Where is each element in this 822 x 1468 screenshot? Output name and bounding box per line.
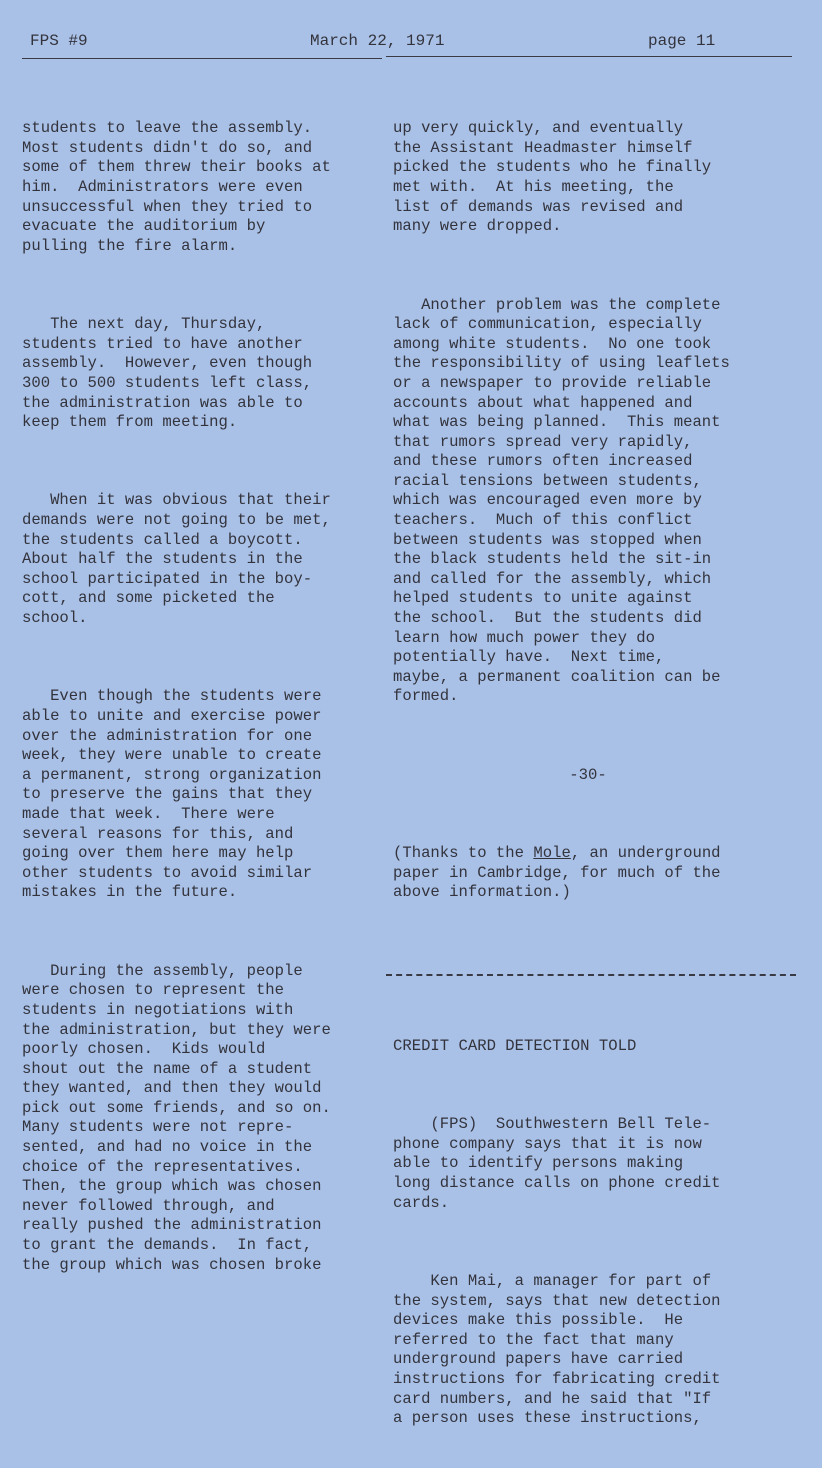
article-paragraph: Ken Mai, a manager for part of the system, says that new detection devices make this possible. He referred to the fact that many underground papers have carried instructions for fabricating credit card numbers, and he said that "If a person uses these instructions,: [393, 1272, 721, 1428]
article-paragraph: During the assembly, people were chosen to represent the students in negotiations with the administration, but they were poorly chosen. Kids would shout out the name of a student they wanted, and then they would pick out some friends, and so on. Many students were not repre- sented, and had no voice in the choice of the representatives. Then, the group which was chosen never followed through, and really pushed the administration to grant the demands. In fact, the group which was chosen broke: [22, 961, 331, 1274]
publication-issue: FPS #9: [30, 32, 88, 50]
page-number: page 11: [648, 32, 716, 50]
article-paragraph: The next day, Thursday, students tried to have another assembly. However, even though 300 to 500 students left class, the administration was able to keep them from meeting.: [22, 315, 313, 432]
article-paragraph: Another problem was the complete lack of communication, especially among white students. No one took the responsibility of using leaflets or a newspaper to provide reliable accounts about what happened and what was being planned. This meant that rumors spread very rapidly, and these rumors often increased racial tensions between students, which was encouraged even more by teachers. Much of this conflict between students was stopped when the black students held the sit-in and called for the assembly, which helped students to unite against the school. But the students did learn how much power they do potentially have. Next time, maybe, a permanent coalition can be formed.: [393, 295, 730, 706]
page-header: [0, 32, 822, 56]
header-rule-right: [386, 56, 792, 57]
article-paragraph: When it was obvious that their demands were not going to be met, the students called a boycott. About half the students in the school participated in the boy- cott, and some picketed the school.: [22, 491, 331, 628]
headline: CREDIT CARD DETECTION TOLD: [393, 1036, 637, 1055]
issue-date: March 22, 1971: [310, 32, 445, 50]
article-paragraph: (FPS) Southwestern Bell Tele- phone company says that it is now able to identify persons making long distance calls on phone credit cards.: [393, 1115, 721, 1212]
article-paragraph: up very quickly, and eventually the Assistant Headmaster himself picked the students who he finally met with. At his meeting, the list of demands was revised and many were dropped.: [393, 119, 712, 236]
header-rule-left: [22, 58, 382, 59]
credit-text: , an underground paper in Cambridge, for much of the above information.): [393, 844, 721, 902]
right-column: [393, 80, 783, 1468]
article-paragraph: students to leave the assembly. Most students didn't do so, and some of them threw their books at him. Administrators were even unsuccessful when they tried to evacuate the auditorium by pulling the fire alarm.: [22, 119, 331, 255]
credit-note: [393, 844, 783, 903]
section-divider: [386, 974, 796, 976]
paper-name: Mole: [533, 844, 571, 863]
credit-text: (Thanks to the: [393, 844, 534, 863]
left-column: [22, 80, 377, 1314]
article-paragraph: Even though the students were able to unite and exercise power over the administration for one week, they were unable to create a permanent, strong organization to preserve the gains that they made that week. There were several reasons for this, and going over them here may help other students to avoid similar mistakes in the future.: [22, 687, 322, 902]
end-mark: -30-: [569, 765, 607, 784]
